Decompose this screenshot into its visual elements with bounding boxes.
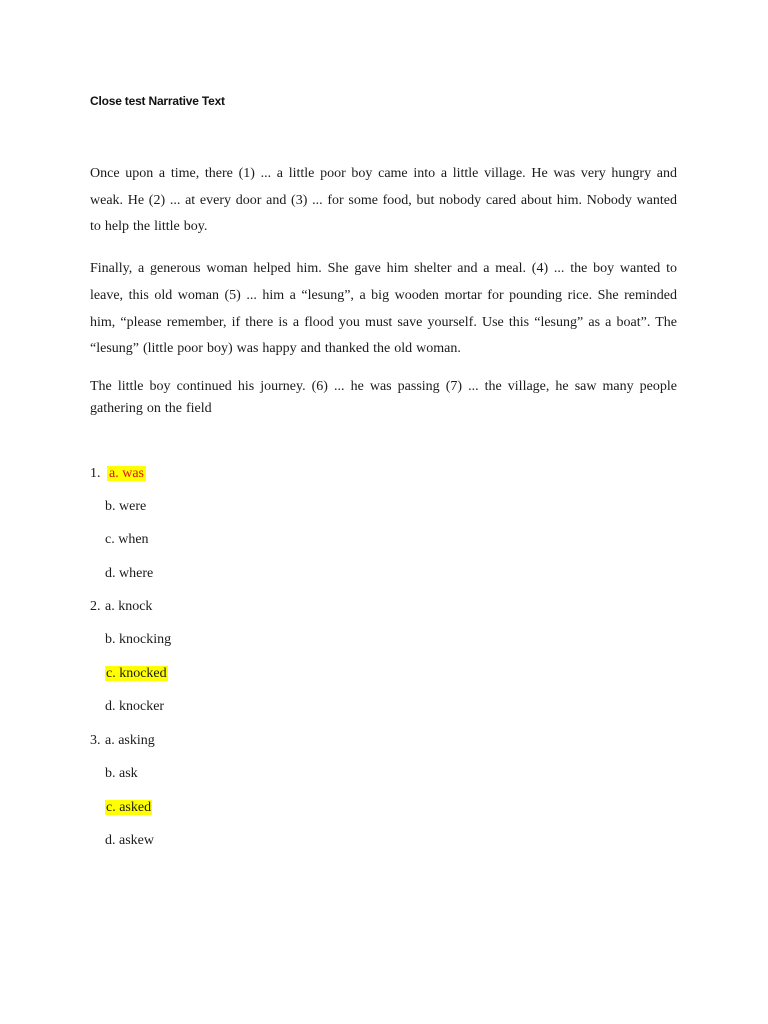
option-text: c. when	[105, 532, 149, 547]
document-title: Close test Narrative Text	[90, 94, 225, 108]
story-paragraph-3: The little boy continued his journey. (6) ... he was passing (7) ... the village, he saw many people gathering on the field	[90, 379, 677, 416]
option-text: c. knocked	[106, 666, 167, 681]
option-text: a. was	[109, 466, 144, 481]
option-answer-highlighted	[105, 799, 152, 817]
option-text: c. asked	[106, 800, 152, 815]
question-number: 3.	[90, 733, 101, 748]
option-text: b. ask	[105, 766, 138, 781]
option-text: b. knocking	[105, 632, 172, 647]
option-text: a. knock	[105, 599, 153, 614]
option-text: d. where	[105, 566, 154, 581]
option-text: b. were	[105, 499, 147, 514]
option-text: a. asking	[105, 733, 155, 748]
question-number: 1.	[90, 466, 101, 481]
option-answer-highlighted	[105, 665, 168, 683]
option-text: d. knocker	[105, 699, 165, 714]
story-paragraph-1: Once upon a time, there (1) ... a little poor boy came into a little village. He was very hungry and weak. He (2) ... at every door and (3) ... for some food, but nobody cared about him. Nobody wanted to help the little boy.	[90, 166, 677, 234]
option-answer-highlighted	[107, 465, 146, 483]
question-number: 2.	[90, 599, 101, 614]
option-text: d. askew	[105, 833, 154, 848]
story-paragraph-2: Finally, a generous woman helped him. She gave him shelter and a meal. (4) ... the boy wanted to leave, this old woman (5) ... him a “lesung”, a big wooden mortar for pounding rice. She reminded him, “please remember, if there is a flood you must save yourself. Use this “lesung” as a boat”. The “lesung” (little poor boy) was happy and thanked the old woman.	[90, 261, 677, 357]
